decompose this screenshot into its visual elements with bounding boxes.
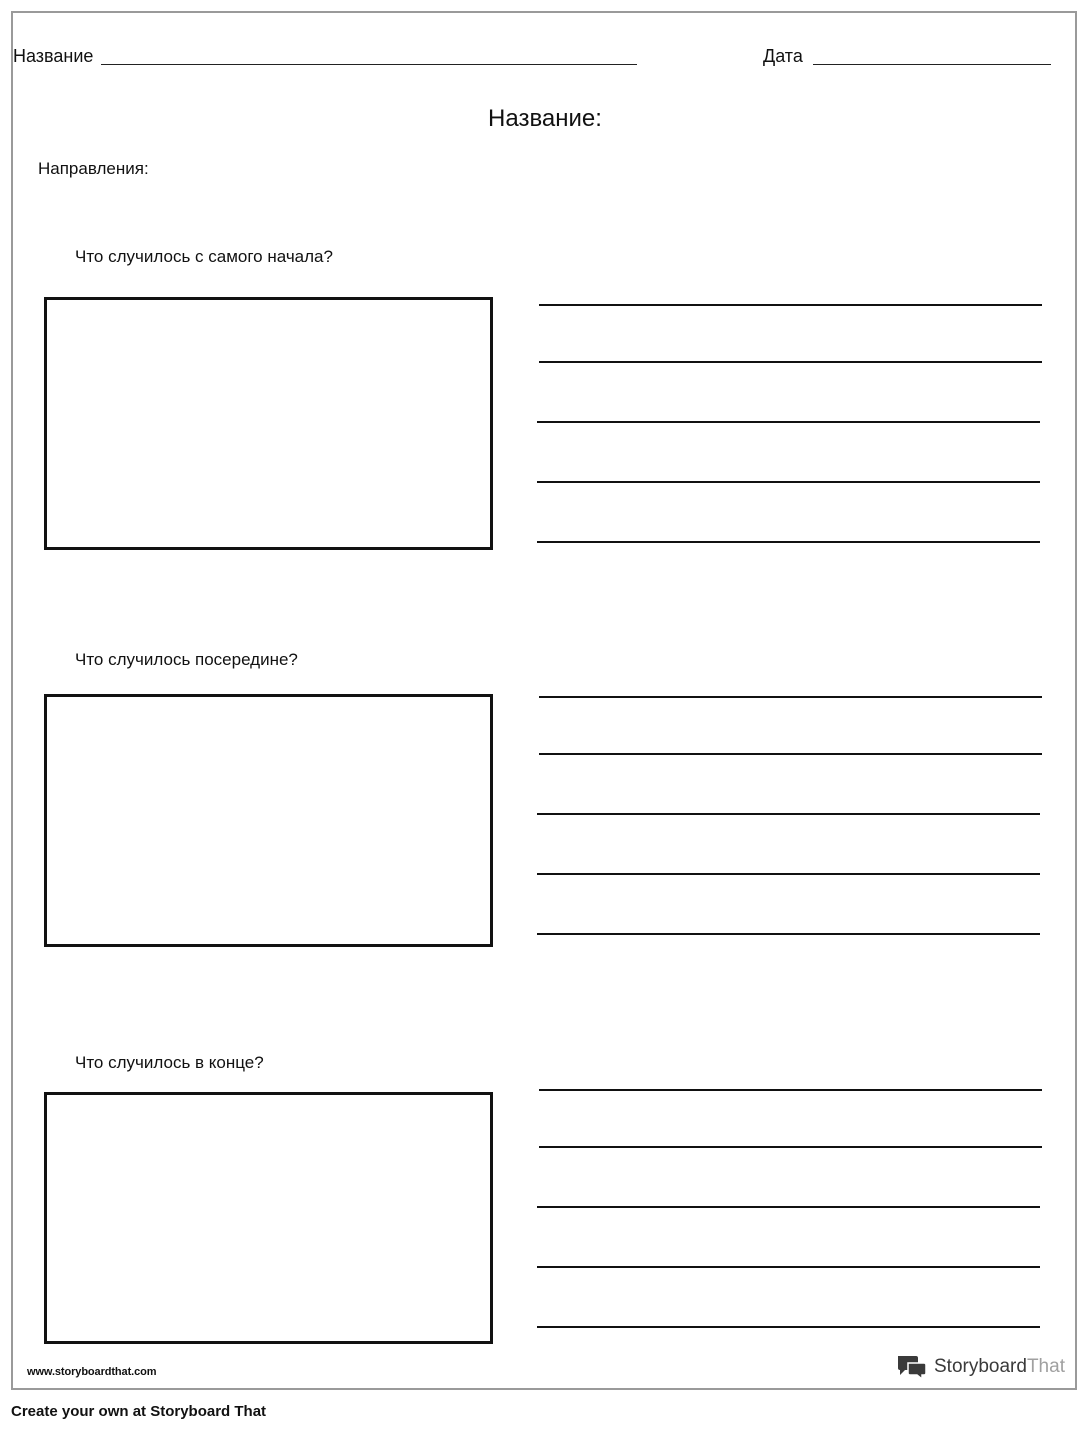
- writing-line: [537, 813, 1040, 815]
- writing-line: [539, 304, 1042, 306]
- create-your-own-link[interactable]: Create your own at Storyboard That: [11, 1403, 267, 1420]
- writing-line: [539, 696, 1042, 698]
- writing-line: [539, 1146, 1042, 1148]
- writing-line: [537, 421, 1040, 423]
- writing-line: [539, 753, 1042, 755]
- writing-line: [539, 361, 1042, 363]
- page-title: Название:: [488, 105, 602, 132]
- worksheet-page: [11, 11, 1077, 1390]
- storyboardthat-logo[interactable]: [896, 1354, 1065, 1380]
- writing-line: [537, 873, 1040, 875]
- date-line: [813, 64, 1051, 65]
- storyboard-cell[interactable]: [44, 297, 493, 550]
- brand-name: [934, 1356, 1065, 1378]
- storyboard-cell[interactable]: [44, 694, 493, 947]
- brand-part-1: Storyboard: [934, 1356, 1027, 1377]
- date-label: Дата: [763, 46, 803, 66]
- name-label: Название: [13, 46, 94, 66]
- writing-line: [537, 541, 1040, 543]
- writing-line: [539, 1089, 1042, 1091]
- brand-part-2: That: [1026, 1356, 1065, 1377]
- directions-label: Направления:: [38, 159, 149, 178]
- writing-line: [537, 1326, 1040, 1328]
- section-question: Что случилось в конце?: [75, 1053, 264, 1072]
- writing-line: [537, 481, 1040, 483]
- speech-bubbles-icon: [896, 1354, 928, 1380]
- section-question: Что случилось с самого начала?: [75, 247, 333, 266]
- section-question: Что случилось посередине?: [75, 650, 298, 669]
- writing-line: [537, 1206, 1040, 1208]
- name-line: [101, 64, 637, 65]
- writing-line: [537, 933, 1040, 935]
- footer-url[interactable]: www.storyboardthat.com: [27, 1366, 157, 1378]
- writing-line: [537, 1266, 1040, 1268]
- storyboard-cell[interactable]: [44, 1092, 493, 1344]
